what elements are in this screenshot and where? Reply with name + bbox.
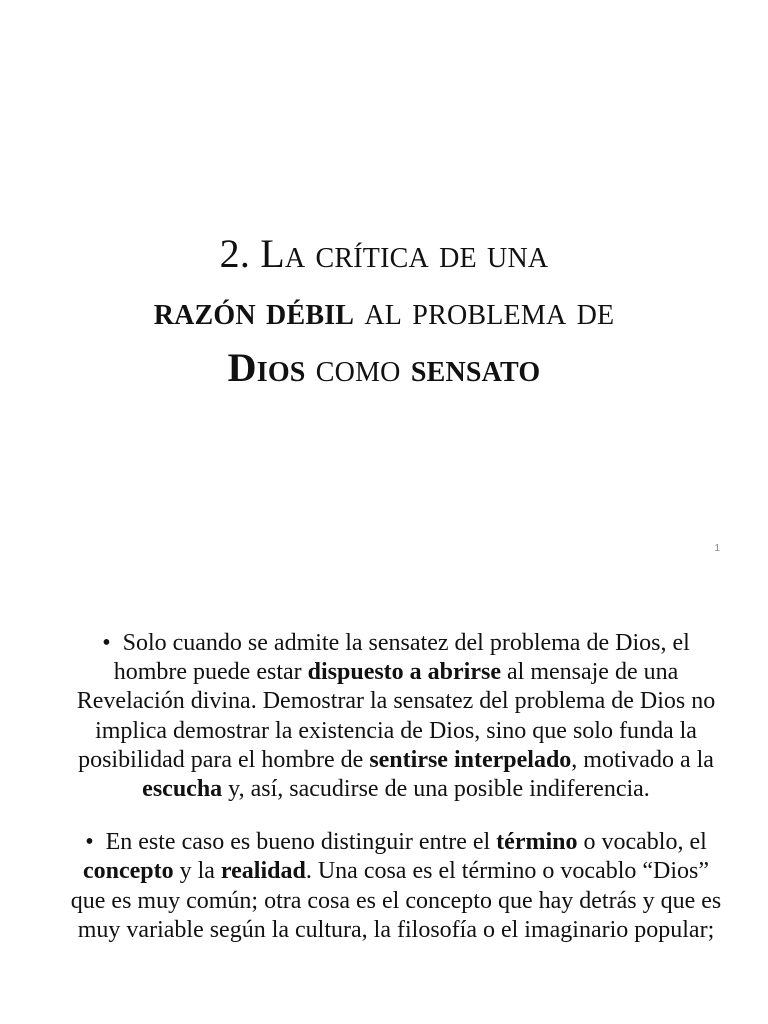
slide-2 [0, 575, 768, 1024]
bullet-1-text: al mensaje de una Revelación divina. Demostrar la sensatez del problema de Dios no implica demostrar la existencia de Dios, sino que solo funda la posibilidad para el hombre de [76, 659, 716, 773]
title-emphasis-dios: Dios [227, 344, 306, 390]
bullet-2-bold-termino: término [496, 829, 578, 856]
title-line-1: 2. La crítica de una [219, 230, 549, 276]
bullet-1-bold-interpelado: sentirse interpelado [369, 746, 572, 773]
bullet-item-2 [66, 828, 726, 945]
bullet-1-text: y, así, sacudirse de una posible indiferencia. [222, 776, 650, 803]
bullet-2-text: . Una cosa es el término o vocablo “Dios” que es muy común; otra cosa es el concepto que hay detrás y que es muy variable según la cultura, la filosofía o el imaginario popular; [70, 858, 722, 943]
bullet-list [66, 629, 726, 969]
bullet-1-bold-dispuesto: dispuesto a abrirse [307, 659, 501, 686]
bullet-1-bold-escucha: escucha [142, 776, 223, 803]
bullet-2-bold-realidad: realidad [220, 858, 306, 885]
title-word-como: como [315, 344, 401, 390]
title-emphasis-razon-debil: razón débil [153, 287, 355, 333]
slide-title [40, 225, 728, 396]
bullet-2-bold-concepto: concepto [82, 858, 174, 885]
bullet-1-text: , motivado a la [571, 746, 714, 773]
bullet-2-text: En este caso es bueno distinguir entre el [105, 829, 497, 856]
bullet-dot-icon: • [102, 630, 111, 656]
title-line-2-rest: al problema de [364, 287, 615, 333]
bullet-1-text: Solo cuando se admite la sensatez del problema de Dios, el hombre puede estar [113, 630, 690, 686]
bullet-item-1 [66, 629, 726, 804]
bullet-2-text: y la [173, 858, 221, 885]
bullet-2-text: o vocablo, el [577, 829, 707, 856]
bullet-dot-icon: • [85, 829, 94, 856]
page-number: 1 [714, 543, 720, 554]
title-emphasis-sensato: sensato [410, 344, 541, 390]
